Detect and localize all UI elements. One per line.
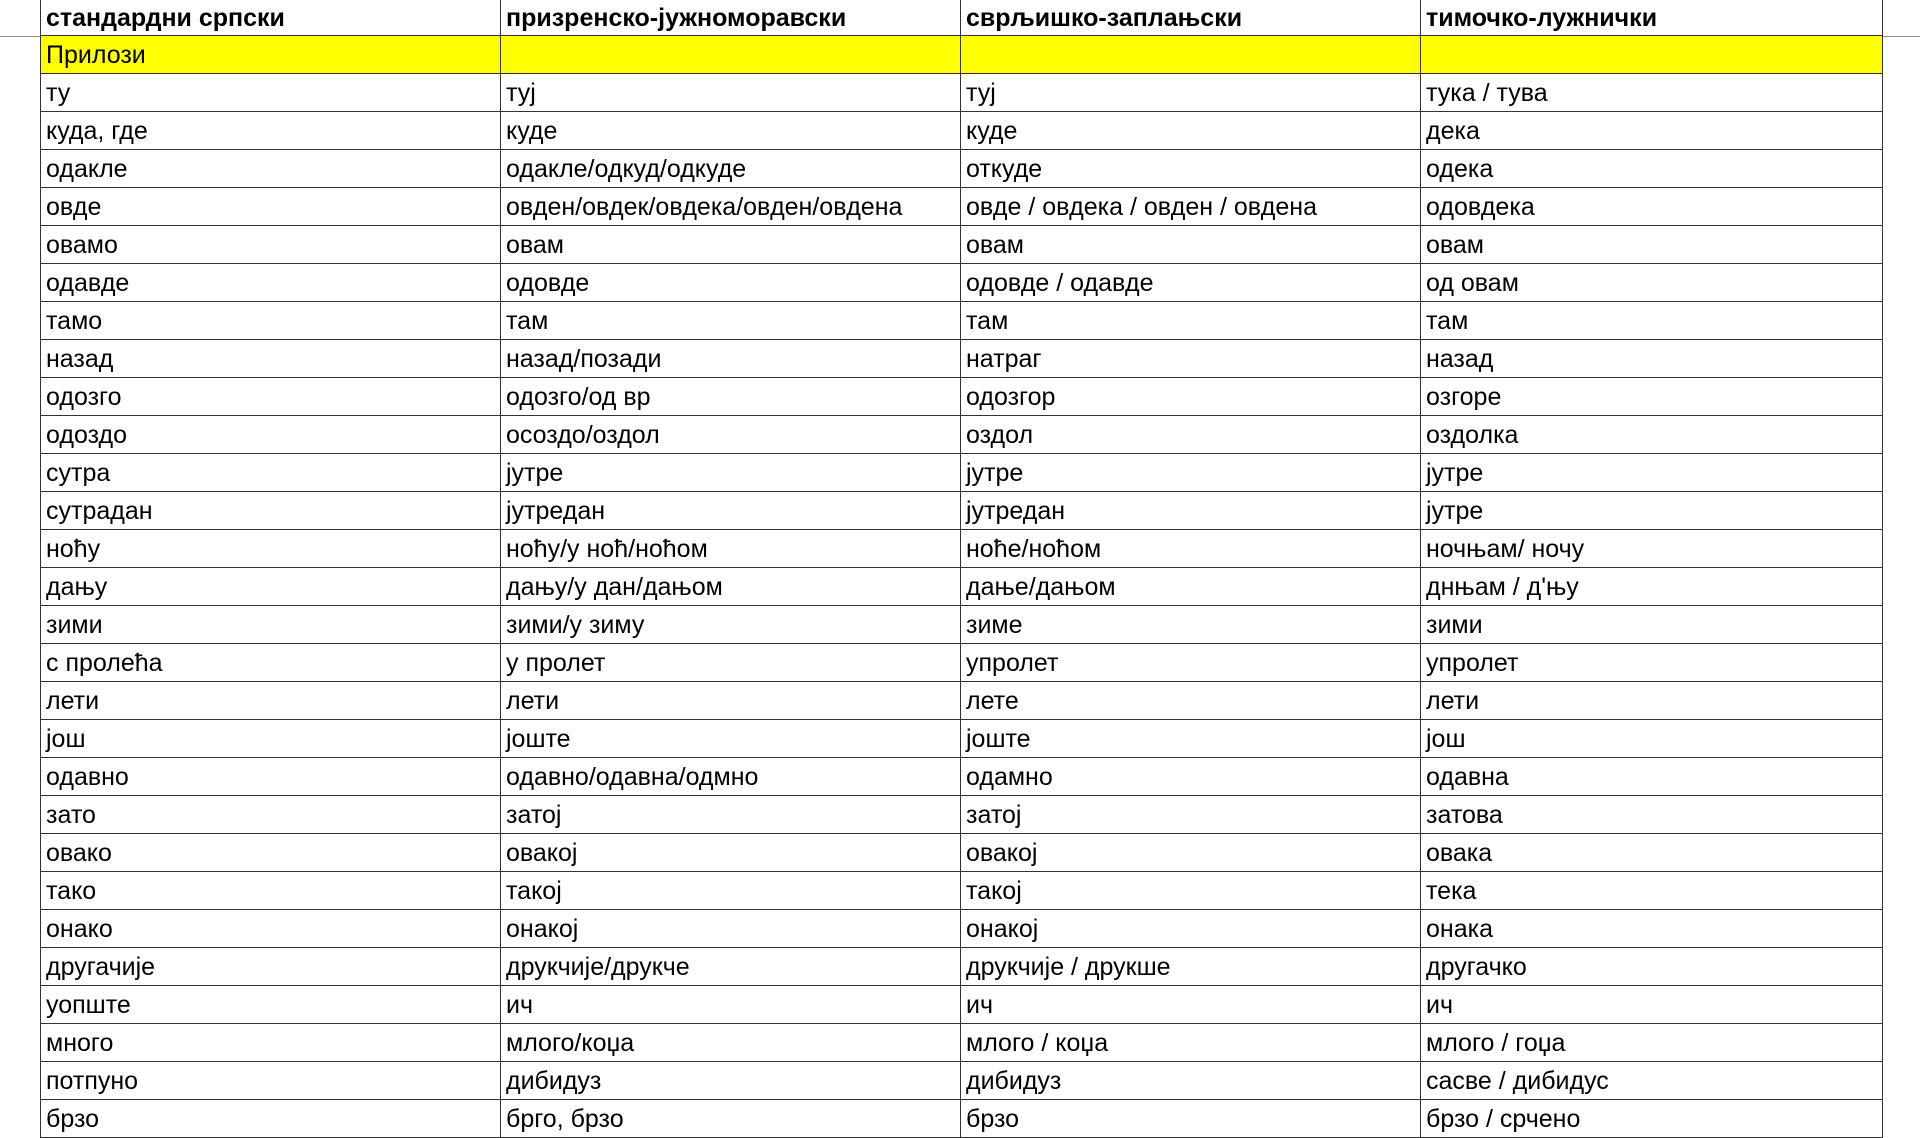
cell-prizren-south-morava: назад/позади (501, 340, 961, 378)
cell-svrljig-zaplanje: лете (961, 682, 1421, 720)
cell-timok-luznica: ич (1421, 986, 1883, 1024)
cell-timok-luznica: другачко (1421, 948, 1883, 986)
cell-timok-luznica: озгоре (1421, 378, 1883, 416)
header-row (41, 0, 1883, 36)
cell-prizren-south-morava: одозго/од вр (501, 378, 961, 416)
cell-timok-luznica: одека (1421, 150, 1883, 188)
table-row (41, 606, 1883, 644)
cell-svrljig-zaplanje: туј (961, 74, 1421, 112)
cell-timok-luznica: тека (1421, 872, 1883, 910)
cell-standard-serbian: уопште (41, 986, 501, 1024)
cell-svrljig-zaplanje: јоште (961, 720, 1421, 758)
cell-standard-serbian: одакле (41, 150, 501, 188)
cell-standard-serbian: куда, где (41, 112, 501, 150)
cell-standard-serbian: ту (41, 74, 501, 112)
cell-prizren-south-morava: дибидуз (501, 1062, 961, 1100)
cell-svrljig-zaplanje: дање/дањом (961, 568, 1421, 606)
cell-standard-serbian: ноћу (41, 530, 501, 568)
cell-standard-serbian: брзо (41, 1100, 501, 1138)
table-row (41, 682, 1883, 720)
table-row (41, 226, 1883, 264)
cell-svrljig-zaplanje: овакој (961, 834, 1421, 872)
table-row (41, 302, 1883, 340)
dialect-comparison-table (40, 0, 1883, 1138)
cell-prizren-south-morava: јоште (501, 720, 961, 758)
cell-standard-serbian: још (41, 720, 501, 758)
cell-svrljig-zaplanje: онакој (961, 910, 1421, 948)
cell-standard-serbian: одавно (41, 758, 501, 796)
cell-svrljig-zaplanje: затој (961, 796, 1421, 834)
cell-standard-serbian: назад (41, 340, 501, 378)
cell-svrljig-zaplanje: јутредан (961, 492, 1421, 530)
cell-timok-luznica: овака (1421, 834, 1883, 872)
cell-timok-luznica: лети (1421, 682, 1883, 720)
cell-standard-serbian: одавде (41, 264, 501, 302)
cell-timok-luznica: онака (1421, 910, 1883, 948)
table-row (41, 264, 1883, 302)
cell-timok-luznica: одавна (1421, 758, 1883, 796)
cell-svrljig-zaplanje: там (961, 302, 1421, 340)
cell-prizren-south-morava: туј (501, 74, 961, 112)
cell-standard-serbian: лети (41, 682, 501, 720)
cell-standard-serbian: другачије (41, 948, 501, 986)
cell-timok-luznica: јутре (1421, 454, 1883, 492)
cell-timok-luznica: јутре (1421, 492, 1883, 530)
table-row (41, 910, 1883, 948)
cell-prizren-south-morava: овакој (501, 834, 961, 872)
cell-timok-luznica: овам (1421, 226, 1883, 264)
column-header-timok-luznica: тимочко-лужнички (1421, 0, 1883, 36)
cell-svrljig-zaplanje: одозгор (961, 378, 1421, 416)
table-row (41, 568, 1883, 606)
cell-prizren-south-morava: јутредан (501, 492, 961, 530)
cell-standard-serbian: с пролећа (41, 644, 501, 682)
cell-svrljig-zaplanje: друкчије / друкше (961, 948, 1421, 986)
table-row (41, 1024, 1883, 1062)
cell-prizren-south-morava: затој (501, 796, 961, 834)
cell-timok-luznica: одовдека (1421, 188, 1883, 226)
section-empty-cell (961, 36, 1421, 74)
table-row (41, 644, 1883, 682)
cell-svrljig-zaplanje: оздол (961, 416, 1421, 454)
cell-standard-serbian: зими (41, 606, 501, 644)
cell-prizren-south-morava: друкчије/друкче (501, 948, 961, 986)
cell-standard-serbian: одозго (41, 378, 501, 416)
cell-standard-serbian: тако (41, 872, 501, 910)
cell-standard-serbian: сутрадан (41, 492, 501, 530)
cell-svrljig-zaplanje: одовде / одавде (961, 264, 1421, 302)
cell-standard-serbian: овамо (41, 226, 501, 264)
cell-prizren-south-morava: овден/овдек/овдека/овден/овдена (501, 188, 961, 226)
cell-svrljig-zaplanje: овам (961, 226, 1421, 264)
cell-timok-luznica: још (1421, 720, 1883, 758)
cell-prizren-south-morava: такој (501, 872, 961, 910)
cell-prizren-south-morava: одовде (501, 264, 961, 302)
table-row (41, 758, 1883, 796)
table-row (41, 74, 1883, 112)
cell-svrljig-zaplanje: такој (961, 872, 1421, 910)
cell-svrljig-zaplanje: млого / коџа (961, 1024, 1421, 1062)
cell-standard-serbian: дању (41, 568, 501, 606)
cell-timok-luznica: млого / гоџа (1421, 1024, 1883, 1062)
cell-prizren-south-morava: куде (501, 112, 961, 150)
section-row-adverbs (41, 36, 1883, 74)
cell-svrljig-zaplanje: натраг (961, 340, 1421, 378)
cell-prizren-south-morava: там (501, 302, 961, 340)
cell-prizren-south-morava: брго, брзо (501, 1100, 961, 1138)
cell-svrljig-zaplanje: јутре (961, 454, 1421, 492)
table-row (41, 340, 1883, 378)
cell-svrljig-zaplanje: упролет (961, 644, 1421, 682)
cell-prizren-south-morava: јутре (501, 454, 961, 492)
table-row (41, 986, 1883, 1024)
cell-timok-luznica: ночњам/ ночу (1421, 530, 1883, 568)
section-title: Прилози (41, 36, 501, 74)
cell-standard-serbian: овако (41, 834, 501, 872)
cell-timok-luznica: оздолка (1421, 416, 1883, 454)
cell-timok-luznica: брзо / срчено (1421, 1100, 1883, 1138)
table-row (41, 530, 1883, 568)
cell-prizren-south-morava: ноћу/у ноћ/ноћом (501, 530, 961, 568)
table-row (41, 150, 1883, 188)
cell-prizren-south-morava: дању/у дан/дањом (501, 568, 961, 606)
cell-prizren-south-morava: зими/у зиму (501, 606, 961, 644)
column-header-prizren-south-morava: призренско-јужноморавски (501, 0, 961, 36)
cell-timok-luznica: там (1421, 302, 1883, 340)
table-row (41, 796, 1883, 834)
table-row (41, 948, 1883, 986)
cell-svrljig-zaplanje: куде (961, 112, 1421, 150)
cell-svrljig-zaplanje: зиме (961, 606, 1421, 644)
cell-standard-serbian: потпуно (41, 1062, 501, 1100)
cell-svrljig-zaplanje: откуде (961, 150, 1421, 188)
table-row (41, 1100, 1883, 1138)
cell-timok-luznica: од овам (1421, 264, 1883, 302)
cell-standard-serbian: сутра (41, 454, 501, 492)
cell-svrljig-zaplanje: брзо (961, 1100, 1421, 1138)
section-empty-cell (1421, 36, 1883, 74)
cell-prizren-south-morava: млого/коџа (501, 1024, 961, 1062)
cell-svrljig-zaplanje: ноће/ноћом (961, 530, 1421, 568)
table-row (41, 834, 1883, 872)
cell-standard-serbian: зато (41, 796, 501, 834)
cell-prizren-south-morava: лети (501, 682, 961, 720)
cell-prizren-south-morava: ич (501, 986, 961, 1024)
cell-prizren-south-morava: одавно/одавна/одмно (501, 758, 961, 796)
table-row (41, 378, 1883, 416)
cell-svrljig-zaplanje: овде / овдека / овден / овдена (961, 188, 1421, 226)
cell-svrljig-zaplanje: одамно (961, 758, 1421, 796)
table-row (41, 454, 1883, 492)
cell-timok-luznica: сасве / дибидус (1421, 1062, 1883, 1100)
table-row (41, 492, 1883, 530)
table-row (41, 872, 1883, 910)
cell-timok-luznica: тука / тува (1421, 74, 1883, 112)
column-header-svrljig-zaplanje: сврљишко-заплањски (961, 0, 1421, 36)
cell-prizren-south-morava: овам (501, 226, 961, 264)
cell-standard-serbian: онако (41, 910, 501, 948)
cell-timok-luznica: днњам / д'њу (1421, 568, 1883, 606)
cell-prizren-south-morava: одакле/одкуд/одкуде (501, 150, 961, 188)
cell-timok-luznica: назад (1421, 340, 1883, 378)
table-row (41, 720, 1883, 758)
cell-svrljig-zaplanje: дибидуз (961, 1062, 1421, 1100)
cell-standard-serbian: много (41, 1024, 501, 1062)
cell-standard-serbian: тамо (41, 302, 501, 340)
cell-prizren-south-morava: онакој (501, 910, 961, 948)
cell-timok-luznica: зими (1421, 606, 1883, 644)
cell-timok-luznica: упролет (1421, 644, 1883, 682)
cell-standard-serbian: овде (41, 188, 501, 226)
column-header-standard-serbian: стандардни српски (41, 0, 501, 36)
cell-timok-luznica: дека (1421, 112, 1883, 150)
cell-svrljig-zaplanje: ич (961, 986, 1421, 1024)
section-empty-cell (501, 36, 961, 74)
table-row (41, 112, 1883, 150)
table-row (41, 188, 1883, 226)
table-row (41, 416, 1883, 454)
cell-prizren-south-morava: у пролет (501, 644, 961, 682)
cell-standard-serbian: одоздо (41, 416, 501, 454)
cell-prizren-south-morava: осоздо/оздол (501, 416, 961, 454)
table-row (41, 1062, 1883, 1100)
cell-timok-luznica: затова (1421, 796, 1883, 834)
